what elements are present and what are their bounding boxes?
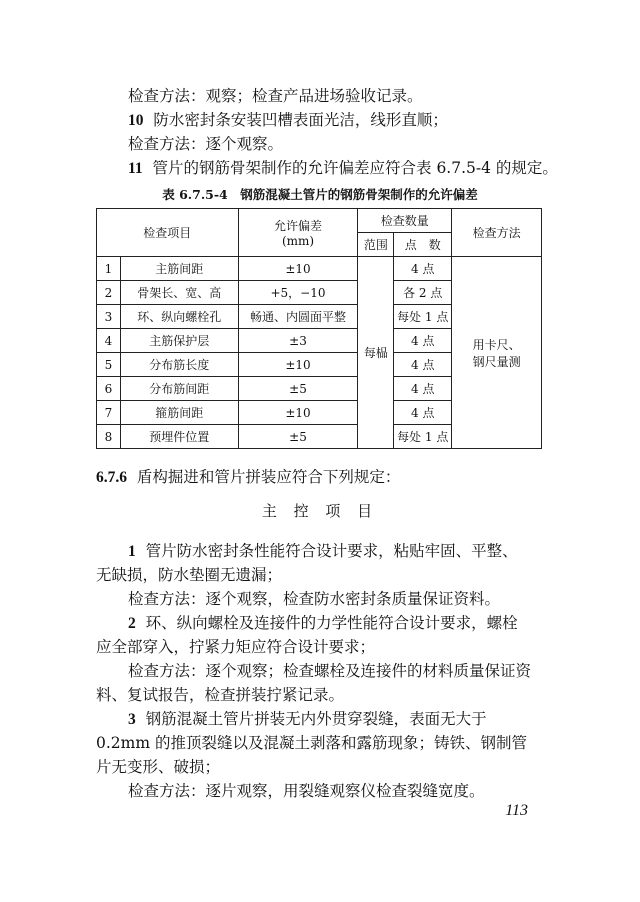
table-caption: 表 6.7.5-4 钢筋混凝土管片的钢筋骨架制作的允许偏差 [162, 187, 478, 202]
item-1-line-a: 1 管片防水密封条性能符合设计要求，粘贴牢固、平整、 [128, 542, 518, 560]
table-row: 7 箍筋间距 ±10 4 点 [97, 401, 542, 425]
header-method: 检查方法 [452, 209, 542, 257]
table-row: 3 环、纵向螺栓孔 畅通、内圆面平整 每处 1 点 [97, 305, 542, 329]
header-range: 范围 [358, 233, 394, 257]
clause-text: 管片的钢筋骨架制作的允许偏差应符合表 6.7.5-4 的规定。 [152, 159, 558, 177]
section-heading [96, 466, 400, 489]
section-text: 盾构掘进和管片拼装应符合下列规定： [136, 468, 401, 486]
header-count: 检查数量 [358, 209, 452, 233]
item-2-check-b: 料、复试报告，检查拼装拧紧记录。 [96, 686, 345, 704]
table-row: 1 主筋间距 ±10 每榀 4 点 用卡尺、 钢尺量测 [97, 257, 542, 281]
header-tolerance: 允许偏差 (mm) [238, 209, 358, 257]
table-row: 8 预埋件位置 ±5 每处 1 点 [97, 425, 542, 449]
table-row: 4 主筋保护层 ±3 4 点 [97, 329, 542, 353]
tolerance-table [96, 208, 542, 449]
subheading: 主 控 项 目 [261, 502, 379, 520]
header-item: 检查项目 [97, 209, 239, 257]
item-3-check: 检查方法：逐片观察，用裂缝观察仪检查裂缝宽度。 [128, 782, 485, 800]
section-number: 6.7.6 [96, 469, 127, 486]
clause-11 [128, 157, 558, 180]
table-row: 5 分布筋长度 ±10 4 点 [97, 353, 542, 377]
item-1-check: 检查方法：逐个观察，检查防水密封条质量保证资料。 [128, 590, 501, 608]
item-1-line-b: 无缺损，防水垫圈无遗漏； [96, 566, 283, 584]
item-3-line-c: 片无变形、破损； [96, 758, 221, 776]
page-number: 113 [505, 802, 528, 819]
method-cell: 用卡尺、 钢尺量测 [452, 257, 542, 449]
range-cell: 每榀 [358, 257, 394, 449]
clause-number: 10 [128, 112, 144, 129]
clause-text: 防水密封条安装凹槽表面光洁，线形直顺； [153, 111, 448, 129]
header-points: 点 数 [394, 233, 452, 257]
table-row: 2 骨架长、宽、高 +5，−10 各 2 点 [97, 281, 542, 305]
item-2-check-a: 检查方法：逐个观察；检查螺栓及连接件的材料质量保证资 [128, 662, 532, 680]
table-row: 6 分布筋间距 ±5 4 点 [97, 377, 542, 401]
clause-number: 11 [128, 160, 143, 177]
clause-10 [128, 109, 448, 132]
text-line: 检查方法：逐个观察。 [128, 135, 284, 153]
item-2-line-b: 应全部穿入，拧紧力矩应符合设计要求； [96, 638, 376, 656]
item-2-line-a: 2 环、纵向螺栓及连接件的力学性能符合设计要求，螺栓 [128, 614, 518, 632]
item-3-line-a: 3 钢筋混凝土管片拼装无内外贯穿裂缝，表面无大于 [128, 710, 487, 728]
item-3-line-b: 0.2mm 的推顶裂缝以及混凝土剥落和露筋现象；铸铁、钢制管 [96, 734, 527, 752]
text-line: 检查方法：观察；检查产品进场验收记录。 [128, 87, 423, 105]
